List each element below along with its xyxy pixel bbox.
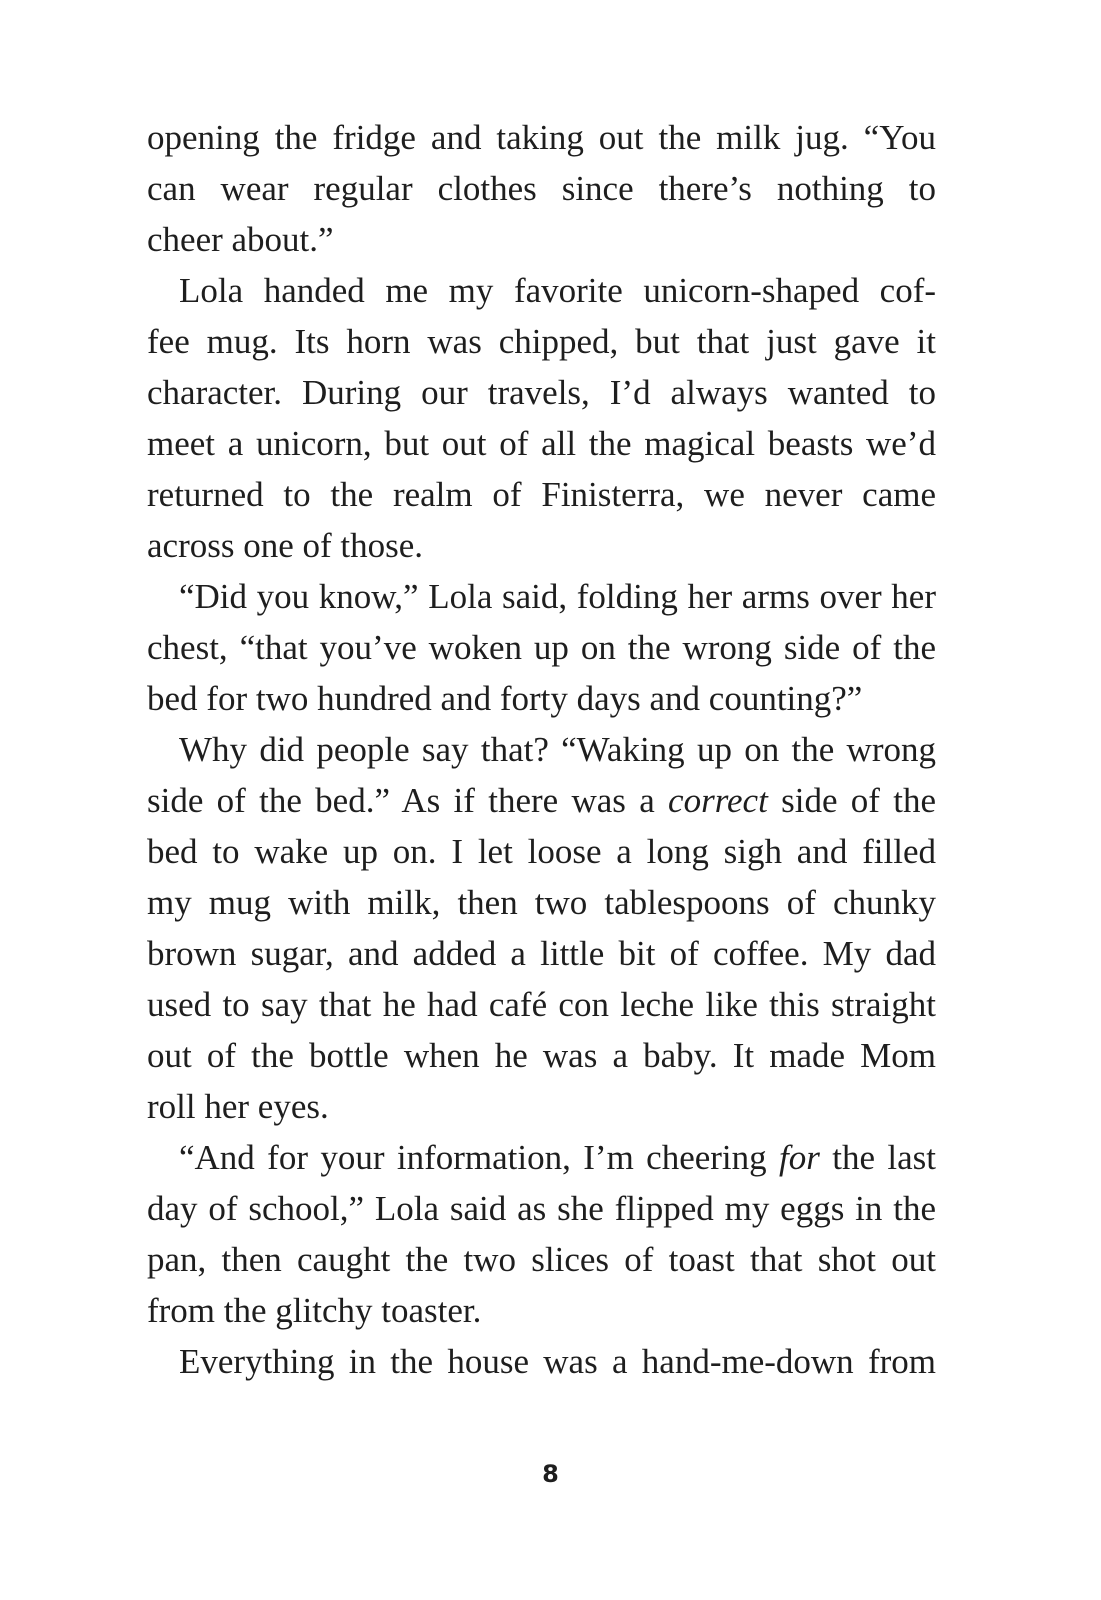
text-line: fee mug. Its horn was chipped, but that just gave it — [147, 322, 936, 361]
text-line: bed to wake up on. I let loose a long sigh and filled — [147, 832, 936, 871]
text-segment: “And for your information, I’m cheering — [179, 1138, 780, 1177]
text-line: from the glitchy toaster. — [147, 1291, 482, 1330]
text-line: character. During our travels, I’d always wanted to — [147, 373, 936, 412]
text-line: returned to the realm of Finisterra, we never came — [147, 475, 936, 514]
text-line: meet a unicorn, but out of all the magical beasts we’d — [147, 424, 936, 463]
page-number: 8 — [542, 1460, 559, 1488]
text-line: chest, “that you’ve woken up on the wrong side of the — [147, 628, 936, 667]
italic-emphasis: correct — [668, 781, 768, 820]
text-line: my mug with milk, then two tablespoons of chunky — [147, 883, 936, 922]
text-line: Why did people say that? “Waking up on the wrong — [179, 730, 936, 769]
text-segment: the last — [819, 1138, 936, 1177]
text-line: out of the bottle when he was a baby. It made Mom — [147, 1036, 936, 1075]
text-line: bed for two hundred and forty days and counting?” — [147, 679, 863, 718]
text-line: used to say that he had café con leche like this straight — [147, 985, 936, 1024]
text-line: can wear regular clothes since there’s nothing to — [147, 169, 936, 208]
text-line: pan, then caught the two slices of toast that shot out — [147, 1240, 936, 1279]
text-line: brown sugar, and added a little bit of coffee. My dad — [147, 934, 936, 973]
text-segment: side of the bed.” As if there was a — [147, 781, 669, 820]
text-segment: side of the — [767, 781, 937, 820]
italic-emphasis: for — [779, 1138, 820, 1177]
text-line — [147, 1132, 936, 1183]
body-text — [147, 112, 936, 1387]
text-line: opening the fridge and taking out the milk jug. “You — [147, 118, 936, 157]
text-line: Lola handed me my favorite unicorn-shaped cof- — [179, 271, 936, 310]
text-line: “Did you know,” Lola said, folding her arms over her — [179, 577, 936, 616]
text-line: roll her eyes. — [147, 1087, 329, 1126]
text-line: across one of those. — [147, 526, 424, 565]
text-line: Everything in the house was a hand-me-down from — [179, 1342, 936, 1381]
text-line: day of school,” Lola said as she flipped my eggs in the — [147, 1189, 936, 1228]
text-line: cheer about.” — [147, 220, 334, 259]
text-line — [147, 775, 936, 826]
